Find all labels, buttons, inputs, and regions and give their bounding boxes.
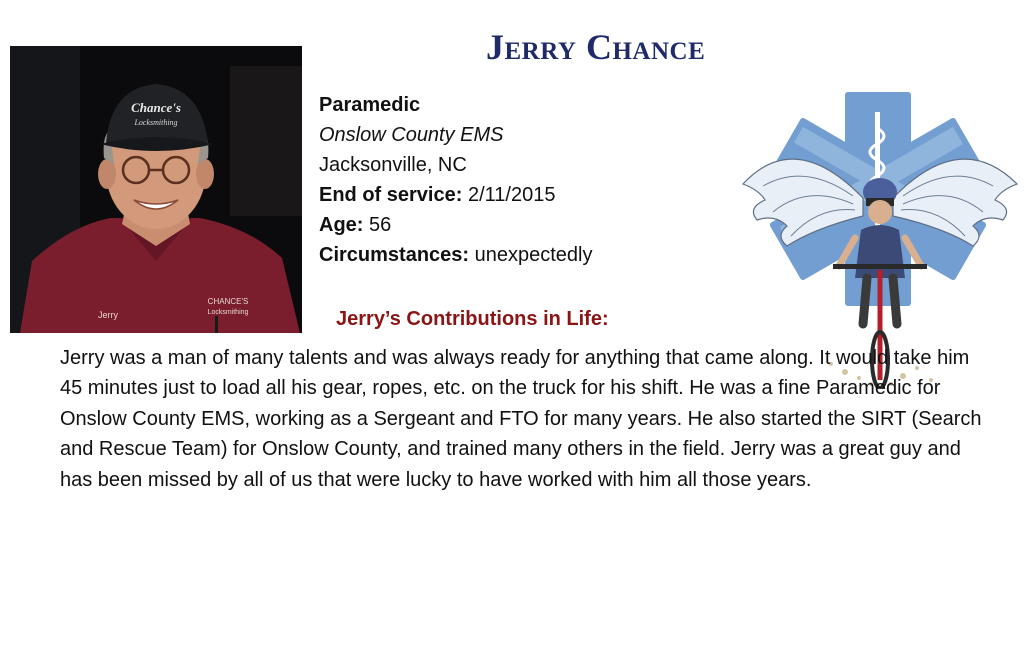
circumstances-label: Circumstances: — [319, 244, 470, 266]
end-of-service-value: 2/11/2015 — [467, 184, 556, 206]
shirt-name-text: Jerry — [98, 310, 118, 320]
organization-text: Onslow County EMS — [319, 124, 504, 146]
role-text: Paramedic — [319, 94, 421, 116]
end-of-service-label: End of service: — [319, 184, 463, 206]
location-text: Jacksonville, NC — [319, 154, 467, 176]
portrait-photo — [10, 46, 302, 333]
page-title: Jerry Chance — [486, 27, 706, 67]
profile-details — [319, 90, 719, 270]
circumstances-value: unexpectedly — [474, 244, 593, 266]
cap-logo-text: Chance's — [131, 100, 181, 115]
shirt-logo-text: CHANCE'S — [207, 297, 249, 306]
age-label: Age: — [319, 214, 364, 236]
age-value: 56 — [369, 214, 392, 236]
circumstances-row — [319, 240, 719, 270]
end-of-service-row — [319, 180, 719, 210]
contributions-heading: Jerry’s Contributions in Life: — [336, 308, 609, 330]
contributions-text: Jerry was a man of many talents and was always ready for anything that came along. It would take him 45 minutes just to load all his gear, ropes, etc. on the truck for his shift. He was a fine Paramedic for Onslow County EMS, working as a Sergeant and FTO for many years. He also started the SIRT (Search and Rescue Team) for Onslow County, and trained many others in the field. Jerry was a great guy and has been missed by all of us that were lucky to have worked with him all those years. — [60, 347, 982, 491]
shirt-logo-subtext: Locksmithing — [207, 309, 249, 316]
age-row — [319, 210, 719, 240]
cap-logo-subtext: Locksmithing — [134, 118, 178, 127]
